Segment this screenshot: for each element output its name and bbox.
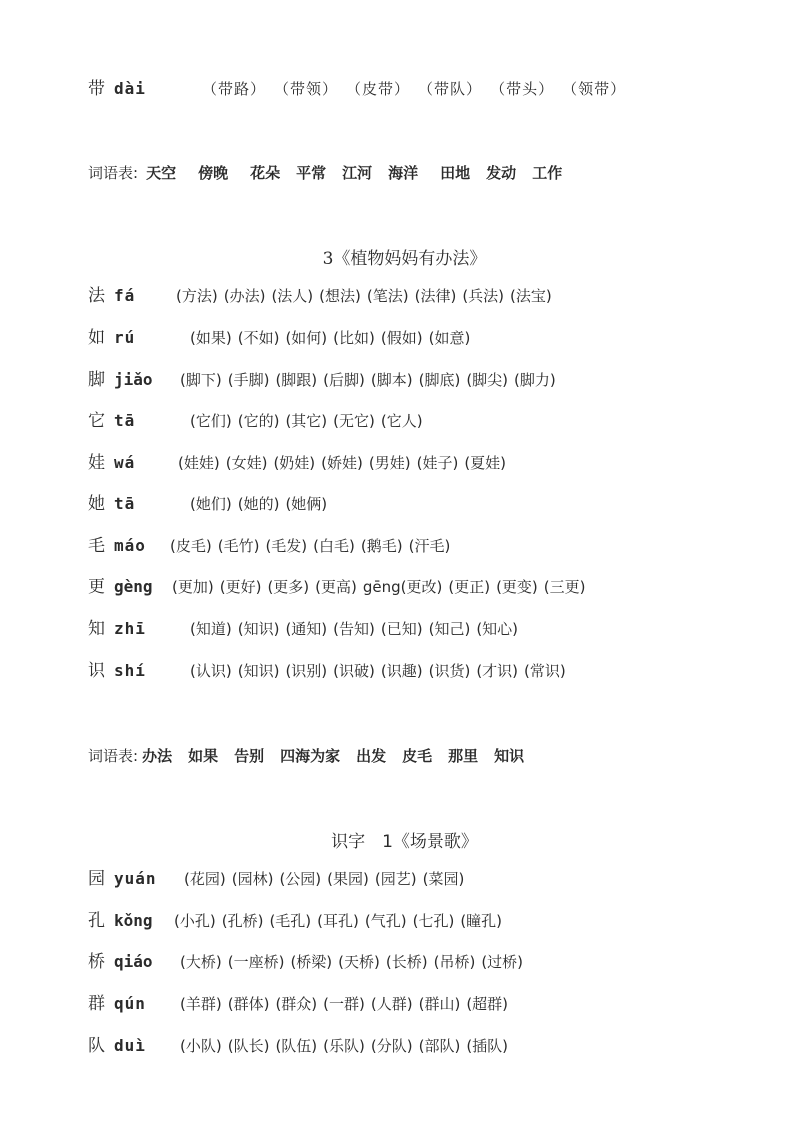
entry-words (190, 619, 524, 639)
entry-char: 园 (88, 869, 105, 889)
word: (知识) (237, 620, 280, 638)
word: (分队) (370, 1037, 413, 1055)
word: (如果) (190, 329, 232, 347)
vocab-word: 花朵 (250, 164, 281, 182)
word: (她俩) (285, 495, 328, 513)
word: (瞳孔) (460, 912, 503, 930)
word: (乐队) (323, 1037, 365, 1055)
word: （皮带） (346, 80, 411, 98)
entry-pinyin: zhī (114, 619, 146, 638)
word: (菜园) (422, 870, 465, 888)
word: (识趣) (380, 662, 423, 680)
entry-zhi (88, 619, 524, 639)
entry-pinyin: kǒng (114, 911, 153, 930)
entry-jiao (88, 370, 562, 390)
word: (人群) (370, 995, 413, 1013)
word: (更正) (448, 578, 491, 596)
entry-geng (88, 577, 592, 597)
word: (无它) (333, 412, 375, 430)
vocab-word: 告别 (234, 747, 265, 765)
word: (大桥) (180, 953, 222, 971)
entry-words (172, 577, 592, 597)
word: (果园) (327, 870, 369, 888)
word: (脚下) (180, 371, 222, 389)
entry-words (190, 494, 333, 514)
word: (法人) (271, 287, 314, 305)
entry-ta-2 (88, 494, 333, 514)
entry-pinyin: yuán (114, 869, 157, 888)
word: (更好) (219, 578, 262, 596)
entry-char: 孔 (88, 911, 105, 931)
entry-dui (88, 1036, 514, 1056)
word: (园艺) (374, 870, 417, 888)
vocab-word: 四海为家 (280, 747, 341, 765)
word: (男娃) (368, 454, 411, 472)
word: (一群) (323, 995, 365, 1013)
entry-words (180, 1036, 514, 1056)
word: (认识) (190, 662, 232, 680)
word: (它人) (380, 412, 423, 430)
word: (群体) (227, 995, 270, 1013)
vocab-word: 办法 (142, 747, 173, 765)
word: (气孔) (364, 912, 407, 930)
vocab-word: 出发 (356, 747, 387, 765)
word: (脚跟) (275, 371, 318, 389)
word: (假如) (380, 329, 423, 347)
vocab-word: 江河 (342, 164, 373, 182)
entry-char: 法 (88, 286, 105, 306)
word: (插队) (466, 1037, 509, 1055)
word: (部队) (418, 1037, 461, 1055)
entry-words (180, 994, 514, 1014)
section-title-shizi: 识字 1《场景歌》 (331, 832, 478, 852)
word: (毛发) (265, 537, 308, 555)
entry-char: 它 (88, 411, 105, 431)
word: (羊群) (180, 995, 222, 1013)
word: (如意) (428, 329, 471, 347)
entry-char: 娃 (88, 453, 105, 473)
word: （带头） (490, 80, 555, 98)
word: (办法) (223, 287, 266, 305)
word: (桥梁) (290, 953, 333, 971)
entry-char: 带 (88, 79, 105, 99)
entry-pinyin: shí (114, 661, 146, 680)
entry-pinyin: rú (114, 328, 136, 347)
word: (更加) (172, 578, 214, 596)
word: (长桥) (385, 953, 428, 971)
word: （领带） (562, 80, 627, 98)
word: (毛孔) (269, 912, 312, 930)
entry-char: 更 (88, 577, 105, 597)
entry-pinyin: tā (114, 411, 136, 430)
word: (七孔) (412, 912, 455, 930)
section-title-3: 3《植物妈妈有办法》 (322, 249, 487, 269)
entry-words (202, 79, 634, 99)
entry-dai (88, 79, 634, 99)
word: (它的) (237, 412, 280, 430)
word: (毛竹) (217, 537, 260, 555)
vocab-label: 词语表: (88, 164, 139, 182)
entry-words (190, 328, 476, 348)
entry-words (190, 411, 429, 431)
word: (已知) (380, 620, 423, 638)
entry-qiao (88, 952, 529, 972)
entry-words (180, 952, 529, 972)
entry-pinyin: duì (114, 1036, 146, 1055)
entry-char: 如 (88, 328, 105, 348)
word: (知识) (237, 662, 280, 680)
entry-pinyin: qiáo (114, 952, 153, 971)
entry-words (178, 453, 512, 473)
vocab-word: 如果 (188, 747, 219, 765)
entry-qun (88, 994, 514, 1014)
entry-words (170, 536, 456, 556)
word: (更多) (267, 578, 310, 596)
word: (一座桥) (227, 953, 285, 971)
word: (脚底) (418, 371, 461, 389)
word: (后脚) (323, 371, 365, 389)
entry-pinyin: tā (114, 494, 136, 513)
entry-char: 她 (88, 494, 105, 514)
word: (告知) (333, 620, 375, 638)
word: (孔桥) (221, 912, 264, 930)
word: (比如) (333, 329, 375, 347)
word: (笔法) (366, 287, 409, 305)
entry-char: 队 (88, 1036, 105, 1056)
word: (不如) (237, 329, 280, 347)
word: (吊桥) (433, 953, 476, 971)
entry-pinyin: fá (114, 286, 136, 305)
word: (知己) (428, 620, 471, 638)
vocab-word: 海洋 (388, 164, 419, 182)
word: (白毛) (313, 537, 355, 555)
word: (群众) (275, 995, 318, 1013)
entry-wa (88, 453, 512, 473)
word: (通知) (285, 620, 328, 638)
entry-char: 群 (88, 994, 105, 1014)
word: (娇娃) (321, 454, 363, 472)
vocab-word: 傍晚 (198, 164, 229, 182)
word: (识破) (333, 662, 375, 680)
entry-ta-1 (88, 411, 429, 431)
word: (识别) (285, 662, 328, 680)
word: (法宝) (510, 287, 552, 305)
entry-char: 识 (88, 661, 105, 681)
entry-words (174, 911, 508, 931)
word: (夏娃) (464, 454, 507, 472)
entry-pinyin: jiǎo (114, 370, 153, 389)
word: (群山) (418, 995, 461, 1013)
word: (花园) (184, 870, 226, 888)
word: (小孔) (174, 912, 216, 930)
word: (脚本) (370, 371, 413, 389)
word: (脚尖) (466, 371, 509, 389)
word: (她们) (190, 495, 232, 513)
word: (更变) (496, 578, 538, 596)
word: (手脚) (227, 371, 270, 389)
word: （带路） (202, 80, 267, 98)
vocab-word: 那里 (448, 747, 479, 765)
word: (法律) (414, 287, 457, 305)
vocab-list-1 (88, 162, 578, 183)
vocab-word: 知识 (494, 747, 525, 765)
entry-char: 知 (88, 619, 105, 639)
vocab-word: 工作 (532, 164, 563, 182)
entry-char: 毛 (88, 536, 105, 556)
entry-pinyin: gèng (114, 577, 153, 596)
vocab-word: 发动 (486, 164, 517, 182)
entry-ru (88, 328, 476, 348)
entry-fa (88, 286, 558, 306)
word: (天桥) (338, 953, 380, 971)
entry-shi (88, 661, 572, 681)
word: (皮毛) (170, 537, 212, 555)
word: (女娃) (225, 454, 268, 472)
word: (三更) (543, 578, 586, 596)
word: (才识) (476, 662, 519, 680)
word: (其它) (285, 412, 328, 430)
entry-char: 脚 (88, 370, 105, 390)
word: (它们) (190, 412, 232, 430)
word: (汗毛) (408, 537, 451, 555)
word: （带队） (418, 80, 483, 98)
word: (如何) (285, 329, 328, 347)
entry-words (180, 370, 562, 390)
vocab-list-2 (88, 745, 540, 766)
entry-pinyin: máo (114, 536, 146, 555)
vocab-word: 平常 (296, 164, 327, 182)
word: (兵法) (462, 287, 505, 305)
entry-words (184, 869, 470, 889)
entry-pinyin: wá (114, 453, 136, 472)
word: (娃娃) (178, 454, 220, 472)
entry-yuan (88, 869, 470, 889)
word: (想法) (319, 287, 361, 305)
vocab-word: 皮毛 (402, 747, 433, 765)
entry-mao (88, 536, 456, 556)
word: (耳孔) (317, 912, 359, 930)
word: (知心) (476, 620, 519, 638)
entry-words (176, 286, 558, 306)
word: (队伍) (275, 1037, 318, 1055)
entry-pinyin: qún (114, 994, 146, 1013)
word: (知道) (190, 620, 232, 638)
entry-char: 桥 (88, 952, 105, 972)
word: (奶娃) (273, 454, 316, 472)
word: （带领） (274, 80, 339, 98)
word: (识货) (428, 662, 471, 680)
word: gēng(更改) (362, 578, 443, 596)
vocab-label: 词语表: (88, 747, 139, 765)
entry-words (190, 661, 572, 681)
word: (常识) (524, 662, 566, 680)
word: (娃子) (416, 454, 459, 472)
word: (更高) (315, 578, 357, 596)
word: (脚力) (514, 371, 556, 389)
word: (她的) (237, 495, 280, 513)
word: (方法) (176, 287, 218, 305)
word: (队长) (227, 1037, 270, 1055)
vocab-word: 田地 (440, 164, 471, 182)
entry-pinyin: dài (114, 79, 146, 98)
word: (鹅毛) (360, 537, 403, 555)
word: (过桥) (481, 953, 524, 971)
word: (小队) (180, 1037, 222, 1055)
word: (园林) (231, 870, 274, 888)
word: (超群) (466, 995, 509, 1013)
vocab-word: 天空 (146, 164, 177, 182)
word: (公园) (279, 870, 322, 888)
entry-kong (88, 911, 508, 931)
